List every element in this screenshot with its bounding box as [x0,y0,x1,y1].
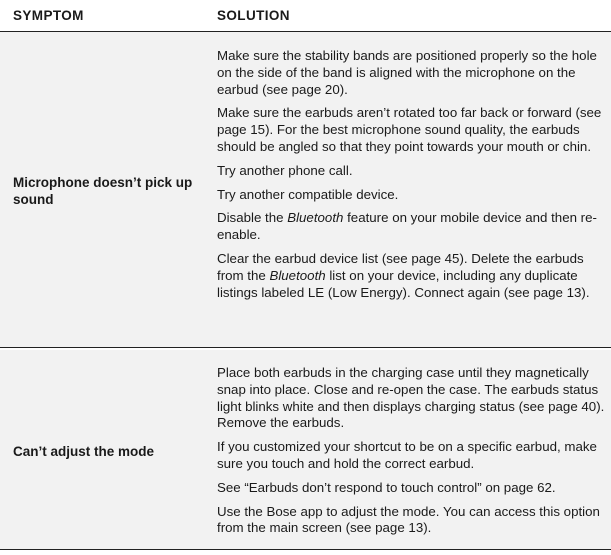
solution-cell [207,350,611,549]
solution-text: Make sure the earbuds aren’t rotated too far back or forward (see page 15). For the best microphone sound quality, the earbuds should be angled so that they point towards your mouth or chin. [217,105,602,154]
solution-list [217,365,607,544]
solution-text: Try another phone call. [217,162,353,178]
table-row [0,350,611,550]
solution-text: If you customized your shortcut to be on a specific earbud, make sure you touch and hold the correct earbud. [217,439,597,471]
symptom-column-header: SYMPTOM [13,8,84,23]
solution-list [217,48,607,308]
solution-item [217,480,607,497]
symptom-text: Microphone doesn’t pick up sound [13,175,193,207]
solution-item [217,187,607,204]
solution-item [217,105,607,155]
symptom-cell [0,32,207,347]
table-row [0,32,611,348]
solution-item [217,163,607,180]
solution-item [217,251,607,301]
solution-text: list on your device, including any duplicate listings labeled LE (Low Energy). Connect again (see page 13). [217,267,590,300]
solution-text: Use the Bose app to adjust the mode. You can access this option from the main screen (see page 13). [217,503,600,536]
symptom-text: Can’t adjust the mode [13,444,155,459]
symptom-cell [0,350,207,549]
solution-italic-term: Bluetooth [269,267,326,283]
solution-item [217,48,607,98]
solution-cell [207,32,611,347]
solution-text: Disable the [217,210,288,226]
solution-text: feature on your mobile device and then re-enable. [217,210,597,243]
solution-text: Make sure the stability bands are positioned properly so the hole on the side of the band is aligned with the microphone on the earbud (see page 20). [217,48,597,97]
solution-column-header: SOLUTION [217,8,290,23]
solution-item [217,365,607,432]
solution-item [217,504,607,538]
solution-italic-term: Bluetooth [287,210,344,226]
solution-item [217,439,607,473]
solution-text: Try another compatible device. [217,186,399,202]
solution-text: Clear the earbud device list (see page 45). Delete the earbuds from the [217,250,584,283]
table-header [0,0,611,32]
solution-text: Place both earbuds in the charging case until they magnetically snap into place. Close and re-open the case. The earbuds status light blinks white and then displays charging status (see page 40). Remove the earbuds. [217,365,605,431]
solution-text: See “Earbuds don’t respond to touch control” on page 62. [217,479,556,495]
solution-item [217,210,607,244]
